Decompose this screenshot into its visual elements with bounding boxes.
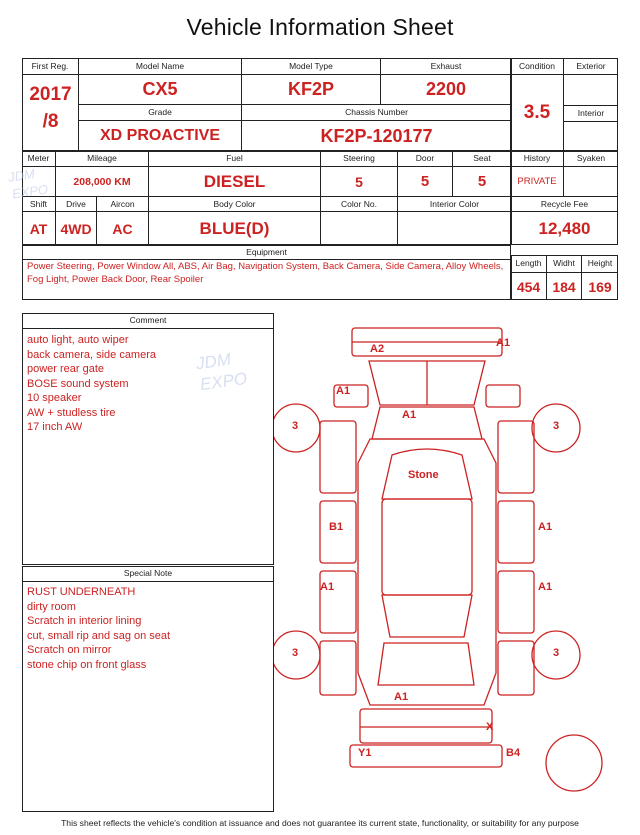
label-width: Widht	[547, 255, 582, 273]
label-height: Height	[582, 255, 618, 273]
special-note-line: Scratch on mirror	[27, 644, 112, 656]
special-note-line: cut, small rip and sag on seat	[27, 629, 171, 642]
equipment-text: Power Steering, Power Window All, ABS, Air Bag, Navigation System, Back Camera, Side Camera, Alloy Wheels, Fog Light, Power Back Door, Rear Spoiler	[27, 261, 504, 285]
label-drive: Drive	[56, 197, 97, 212]
value-exhaust: 2200	[381, 75, 511, 105]
special-note-line: stone chip on front glass	[27, 658, 147, 671]
value-aircon: AC	[97, 212, 149, 245]
value-mileage: 208,000 KM	[56, 167, 149, 197]
label-model-type: Model Type	[242, 58, 381, 75]
damage-mark: B1	[329, 521, 344, 533]
page-title: Vehicle Information Sheet	[186, 14, 454, 40]
value-meter	[22, 167, 56, 197]
label-shift: Shift	[22, 197, 56, 212]
value-length: 454	[511, 273, 547, 300]
special-note-text	[27, 585, 269, 672]
comment-line: AW + studless tire	[27, 406, 116, 419]
value-model-name: CX5	[79, 75, 242, 105]
value-drive: 4WD	[56, 212, 97, 245]
label-aircon: Aircon	[97, 197, 149, 212]
value-shift: AT	[22, 212, 56, 245]
label-length: Length	[511, 255, 547, 273]
label-interior-color: Interior Color	[398, 197, 511, 212]
value-seat: 5	[453, 167, 511, 197]
value-door: 5	[398, 167, 453, 197]
damage-mark: 3	[292, 420, 299, 432]
comment-text	[27, 333, 269, 435]
damage-mark: 3	[553, 647, 560, 659]
comment-line: 10 speaker	[27, 392, 82, 404]
special-note-line: dirty room	[27, 600, 76, 613]
label-exterior: Exterior	[564, 58, 618, 75]
value-first-reg	[22, 75, 79, 151]
label-equipment: Equipment	[22, 245, 511, 260]
label-comment: Comment	[22, 313, 274, 329]
value-interior-color	[398, 212, 511, 245]
damage-mark: X	[486, 721, 494, 733]
damage-mark: A2	[370, 343, 385, 355]
label-history: History	[511, 151, 564, 167]
value-width: 184	[547, 273, 582, 300]
label-first-reg: First Reg.	[22, 58, 79, 75]
label-meter: Meter	[22, 151, 56, 167]
comment-line: 17 inch AW	[27, 421, 83, 433]
label-syaken: Syaken	[564, 151, 618, 167]
watermark-jdm: JDM	[194, 349, 233, 374]
label-grade: Grade	[79, 105, 242, 121]
damage-mark: A1	[320, 581, 335, 593]
vehicle-damage-diagram	[274, 313, 618, 812]
label-special-note: Special Note	[22, 566, 274, 582]
special-note-line: RUST UNDERNEATH	[27, 586, 136, 598]
damage-mark: A1	[538, 581, 553, 593]
special-note-line: Scratch in interior lining	[27, 615, 142, 627]
watermark-jdm: JDM	[7, 166, 36, 185]
comment-line: back camera, side camera	[27, 348, 156, 361]
value-recycle-fee: 12,480	[538, 218, 591, 238]
label-steering: Steering	[321, 151, 398, 167]
label-fuel: Fuel	[149, 151, 321, 167]
value-history: PRIVATE	[511, 167, 564, 197]
watermark-expo: EXPO	[11, 181, 49, 202]
label-model-name: Model Name	[79, 58, 242, 75]
value-steering: 5	[321, 167, 398, 197]
comment-line: BOSE sound system	[27, 377, 129, 390]
damage-mark: A1	[402, 409, 417, 421]
damage-mark: 3	[553, 420, 560, 432]
damage-mark: A1	[394, 691, 409, 703]
footer-disclaimer: This sheet reflects the vehicle's condition at issuance and does not guarantee its current state, functionality, or suitability for any purpose	[61, 818, 579, 828]
damage-mark: Y1	[358, 747, 372, 759]
watermark-expo: EXPO	[198, 368, 249, 395]
value-first-reg-month: /8	[42, 111, 59, 132]
damage-mark: A1	[336, 385, 351, 397]
label-body-color: Body Color	[149, 197, 321, 212]
value-color-no	[321, 212, 398, 245]
label-exhaust: Exhaust	[381, 58, 511, 75]
label-color-no: Color No.	[321, 197, 398, 212]
value-interior	[564, 122, 618, 151]
label-interior: Interior	[564, 106, 618, 122]
damage-mark: A1	[496, 337, 511, 349]
damage-mark: Stone	[408, 469, 439, 481]
value-height: 169	[588, 278, 612, 295]
label-condition: Condition	[511, 58, 564, 75]
value-chassis-number: KF2P-120177	[320, 125, 433, 146]
value-syaken	[564, 167, 618, 197]
label-seat: Seat	[453, 151, 511, 167]
damage-mark: B4	[506, 747, 521, 759]
value-body-color: BLUE(D)	[149, 212, 321, 245]
comment-line: auto light, auto wiper	[27, 334, 129, 346]
value-condition: 3.5	[511, 75, 564, 151]
value-first-reg-year: 2017	[29, 84, 72, 105]
label-door: Door	[398, 151, 453, 167]
value-exterior	[564, 75, 618, 106]
label-mileage: Mileage	[56, 151, 149, 167]
value-grade: XD PROACTIVE	[79, 121, 242, 151]
value-model-type: KF2P	[242, 75, 381, 105]
comment-line: power rear gate	[27, 363, 105, 375]
value-fuel: DIESEL	[149, 167, 321, 197]
label-recycle-fee: Recycle Fee	[511, 197, 618, 212]
damage-mark: 3	[292, 647, 299, 659]
damage-mark: A1	[538, 521, 553, 533]
label-chassis-number: Chassis Number	[242, 105, 511, 121]
